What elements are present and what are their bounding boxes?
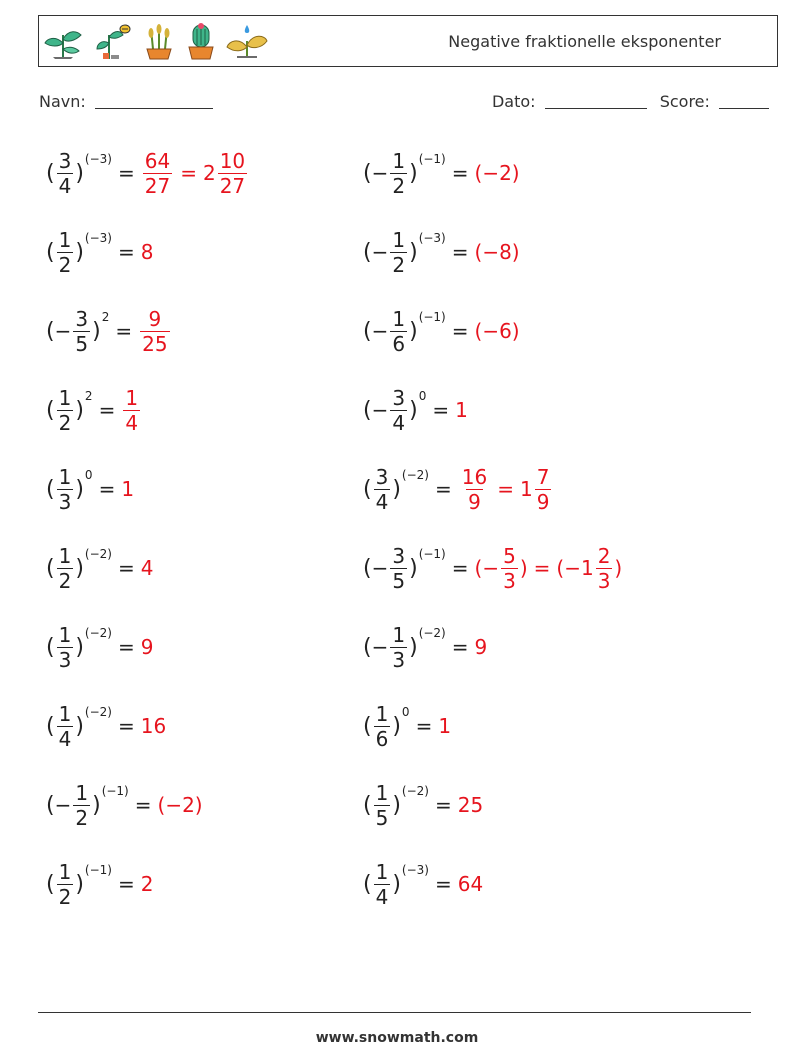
base-fraction	[57, 465, 74, 514]
answer	[141, 149, 249, 198]
base-fraction	[57, 623, 74, 672]
denominator: 9	[536, 489, 550, 514]
close-paren: )	[75, 555, 84, 581]
numerator: 1	[75, 780, 89, 805]
open-paren: (	[363, 397, 372, 423]
problem-item	[363, 296, 520, 366]
answer-open: (−	[474, 556, 500, 580]
open-paren: (	[46, 634, 55, 660]
base-fraction	[57, 149, 74, 198]
denominator: 27	[144, 173, 171, 198]
problem-item	[363, 770, 483, 840]
footer-url: www.snowmath.com	[315, 1030, 479, 1046]
denominator: 4	[375, 489, 389, 514]
denominator: 3	[392, 647, 406, 672]
equals-sign: =	[434, 477, 452, 501]
exponent: 0	[84, 468, 93, 482]
equals-sign: =	[451, 240, 469, 264]
numerator: 1	[375, 701, 389, 726]
numerator: 1	[58, 464, 72, 489]
denominator: 3	[503, 568, 516, 593]
open-paren: (	[363, 713, 372, 739]
exponent: (−2)	[401, 468, 429, 482]
numerator: 1	[125, 385, 139, 410]
answer: 1	[438, 714, 452, 738]
exponent: (−2)	[84, 705, 112, 719]
numerator: 1	[58, 543, 72, 568]
exponent: (−2)	[418, 626, 446, 640]
mixed-fraction	[596, 544, 613, 593]
problem-item	[46, 691, 166, 761]
sprout-with-bee-icon	[91, 21, 135, 61]
numerator: 3	[75, 306, 89, 331]
base-fraction	[374, 781, 391, 830]
close-paren: )	[75, 713, 84, 739]
exponent: (−3)	[401, 863, 429, 877]
minus-sign: −	[371, 240, 389, 264]
denominator: 2	[58, 884, 72, 909]
close-paren: )	[75, 871, 84, 897]
answer: 4	[140, 556, 154, 580]
answer: 8	[140, 240, 154, 264]
base-fraction	[57, 860, 74, 909]
close-paren: )	[409, 397, 418, 423]
equals-sign: =	[117, 161, 135, 185]
open-paren: (	[46, 397, 55, 423]
answer	[475, 544, 623, 593]
open-paren: (	[46, 318, 55, 344]
watered-plant-icon	[225, 21, 269, 61]
base-fraction	[390, 228, 407, 277]
exponent: (−2)	[84, 626, 112, 640]
answer	[138, 307, 171, 356]
exponent: (−1)	[84, 863, 112, 877]
name-field	[39, 92, 213, 111]
close-paren: )	[75, 476, 84, 502]
base-fraction	[57, 544, 74, 593]
equals-sign: =	[117, 635, 135, 659]
equals-sign: =	[117, 714, 135, 738]
base-fraction	[73, 781, 90, 830]
score-label: Score:	[659, 92, 710, 111]
base-fraction	[390, 544, 407, 593]
worksheet-title: Negative fraktionelle eksponenter	[448, 32, 721, 51]
numerator: 1	[392, 148, 406, 173]
minus-sign: −	[371, 161, 389, 185]
close-paren: )	[75, 239, 84, 265]
exponent: (−2)	[401, 784, 429, 798]
problem-item	[363, 533, 622, 603]
open-paren: (	[46, 160, 55, 186]
whole-number: 1	[519, 477, 533, 501]
problem-item	[46, 217, 153, 287]
numerator: 64	[144, 148, 171, 173]
numerator: 1	[58, 227, 72, 252]
answer-equals: =	[497, 477, 514, 501]
answer-close: )	[614, 556, 623, 580]
denominator: 6	[375, 726, 389, 751]
base-fraction	[390, 386, 407, 435]
close-paren: )	[409, 239, 418, 265]
close-paren: )	[75, 634, 84, 660]
denominator: 3	[58, 647, 72, 672]
denominator: 2	[58, 410, 72, 435]
open-paren: (	[363, 160, 372, 186]
denominator: 5	[375, 805, 389, 830]
base-fraction	[374, 465, 391, 514]
answer-fraction	[140, 307, 169, 356]
exponent: (−1)	[101, 784, 129, 798]
open-paren: (	[363, 239, 372, 265]
equals-sign: =	[98, 477, 116, 501]
open-paren: (	[363, 871, 372, 897]
problem-item	[46, 454, 134, 524]
worksheet-header	[38, 15, 778, 67]
problem-item	[46, 296, 172, 366]
problem-item	[363, 612, 487, 682]
close-paren: )	[392, 713, 401, 739]
equals-sign: =	[98, 398, 116, 422]
equals-sign: =	[134, 793, 152, 817]
minus-sign: −	[371, 398, 389, 422]
answer: 16	[140, 714, 167, 738]
exponent: (−1)	[418, 547, 446, 561]
name-label: Navn:	[39, 92, 86, 111]
answer-equals: =	[533, 556, 551, 580]
exponent: 0	[401, 705, 410, 719]
numerator: 1	[58, 622, 72, 647]
numerator: 1	[392, 306, 406, 331]
base-fraction	[390, 307, 407, 356]
denominator: 4	[125, 410, 139, 435]
problem-item	[46, 612, 153, 682]
answer: 64	[457, 872, 484, 896]
denominator: 4	[58, 173, 72, 198]
base-fraction	[390, 149, 407, 198]
answer: 9	[140, 635, 154, 659]
answer-fraction	[143, 149, 172, 198]
numerator: 1	[375, 859, 389, 884]
equals-sign: =	[451, 319, 469, 343]
answer	[121, 386, 142, 435]
exponent: 0	[418, 389, 427, 403]
footer-divider	[38, 1012, 751, 1013]
answer-fraction	[123, 386, 140, 435]
answer: (−2)	[157, 793, 203, 817]
base-fraction	[73, 307, 90, 356]
numerator: 9	[148, 306, 162, 331]
open-paren: (	[46, 239, 55, 265]
numerator: 16	[461, 464, 488, 489]
numerator: 3	[392, 385, 406, 410]
equals-sign: =	[434, 793, 452, 817]
denominator: 3	[597, 568, 611, 593]
denominator: 25	[142, 331, 168, 356]
problem-item	[46, 533, 153, 603]
close-paren: )	[392, 476, 401, 502]
denominator: 2	[58, 252, 72, 277]
date-line	[545, 92, 647, 109]
minus-sign: −	[371, 319, 389, 343]
exponent: (−3)	[84, 231, 112, 245]
exponent: 2	[84, 389, 93, 403]
answer-fraction	[501, 544, 518, 593]
exponent: (−3)	[418, 231, 446, 245]
close-paren: )	[409, 555, 418, 581]
exponent: (−1)	[418, 310, 446, 324]
whole-number: 2	[202, 161, 216, 185]
problem-item	[46, 849, 153, 919]
problem-item	[363, 849, 483, 919]
close-paren: )	[75, 397, 84, 423]
open-paren: (	[363, 318, 372, 344]
open-paren: (	[46, 555, 55, 581]
answer-equals: =	[180, 161, 197, 185]
open-paren: (	[46, 476, 55, 502]
answer: (−6)	[474, 319, 520, 343]
denominator: 4	[58, 726, 72, 751]
numerator: 10	[219, 148, 246, 173]
close-paren: )	[92, 318, 101, 344]
open-paren: (	[46, 871, 55, 897]
potted-cactus-icon	[183, 21, 219, 61]
equals-sign: =	[117, 872, 135, 896]
close-paren: )	[392, 792, 401, 818]
minus-sign: −	[54, 793, 72, 817]
mixed-fraction	[218, 149, 247, 198]
answer: 2	[140, 872, 154, 896]
problem-item	[46, 770, 203, 840]
equals-sign: =	[115, 319, 133, 343]
equals-sign: =	[451, 161, 469, 185]
denominator: 4	[392, 410, 406, 435]
minus-sign: −	[54, 319, 72, 343]
close-paren: )	[409, 318, 418, 344]
equals-sign: =	[434, 872, 452, 896]
base-fraction	[374, 702, 391, 751]
base-fraction	[390, 623, 407, 672]
numerator: 1	[58, 385, 72, 410]
problem-item	[363, 138, 520, 208]
base-fraction	[57, 386, 74, 435]
mixed-fraction	[535, 465, 552, 514]
base-fraction	[57, 228, 74, 277]
denominator: 3	[58, 489, 72, 514]
problem-item	[363, 375, 468, 445]
base-fraction	[57, 702, 74, 751]
answer	[458, 465, 554, 514]
name-line	[95, 92, 213, 109]
denominator: 27	[219, 173, 246, 198]
denominator: 5	[75, 331, 89, 356]
numerator: 7	[536, 464, 550, 489]
seedling-icon	[41, 21, 85, 61]
plant-icons	[41, 21, 269, 61]
denominator: 2	[392, 173, 406, 198]
numerator: 1	[392, 622, 406, 647]
equals-sign: =	[117, 556, 135, 580]
answer-fraction	[460, 465, 489, 514]
close-paren: )	[92, 792, 101, 818]
numerator: 3	[375, 464, 389, 489]
answer: 9	[474, 635, 488, 659]
base-fraction	[374, 860, 391, 909]
equals-sign: =	[451, 556, 469, 580]
close-paren: )	[409, 160, 418, 186]
denominator: 2	[58, 568, 72, 593]
date-label: Dato:	[491, 92, 536, 111]
open-paren: (	[46, 713, 55, 739]
potted-wheat-icon	[141, 21, 177, 61]
minus-sign: −	[371, 556, 389, 580]
numerator: 1	[375, 780, 389, 805]
problem-item	[363, 691, 451, 761]
problem-item	[363, 454, 553, 524]
equals-sign: =	[117, 240, 135, 264]
answer: 1	[455, 398, 468, 422]
date-score-fields	[492, 92, 769, 111]
denominator: 9	[468, 489, 481, 514]
denominator: 4	[375, 884, 389, 909]
denominator: 2	[75, 805, 89, 830]
denominator: 6	[392, 331, 406, 356]
problem-item	[46, 375, 142, 445]
equals-sign: =	[451, 635, 469, 659]
minus-sign: −	[371, 635, 389, 659]
answer: 1	[121, 477, 135, 501]
answer-open: (−1	[556, 556, 594, 580]
open-paren: (	[363, 634, 372, 660]
answer: (−2)	[474, 161, 520, 185]
denominator: 5	[392, 568, 406, 593]
close-paren: )	[409, 634, 418, 660]
answer-close: )	[519, 556, 528, 580]
numerator: 1	[392, 227, 406, 252]
denominator: 2	[392, 252, 406, 277]
problem-item	[363, 217, 520, 287]
open-paren: (	[363, 792, 372, 818]
answer: (−8)	[474, 240, 520, 264]
open-paren: (	[46, 792, 55, 818]
answer: 25	[457, 793, 484, 817]
equals-sign: =	[432, 398, 450, 422]
numerator: 3	[58, 148, 72, 173]
numerator: 3	[392, 543, 406, 568]
equals-sign: =	[415, 714, 433, 738]
numerator: 5	[503, 543, 516, 568]
exponent: (−3)	[84, 152, 112, 166]
close-paren: )	[392, 871, 401, 897]
exponent: 2	[101, 310, 110, 324]
exponent: (−2)	[84, 547, 112, 561]
numerator: 1	[58, 701, 72, 726]
open-paren: (	[363, 476, 372, 502]
exponent: (−1)	[418, 152, 446, 166]
numerator: 1	[58, 859, 72, 884]
open-paren: (	[363, 555, 372, 581]
score-line	[719, 92, 769, 109]
close-paren: )	[75, 160, 84, 186]
problem-item	[46, 138, 249, 208]
numerator: 2	[597, 543, 611, 568]
